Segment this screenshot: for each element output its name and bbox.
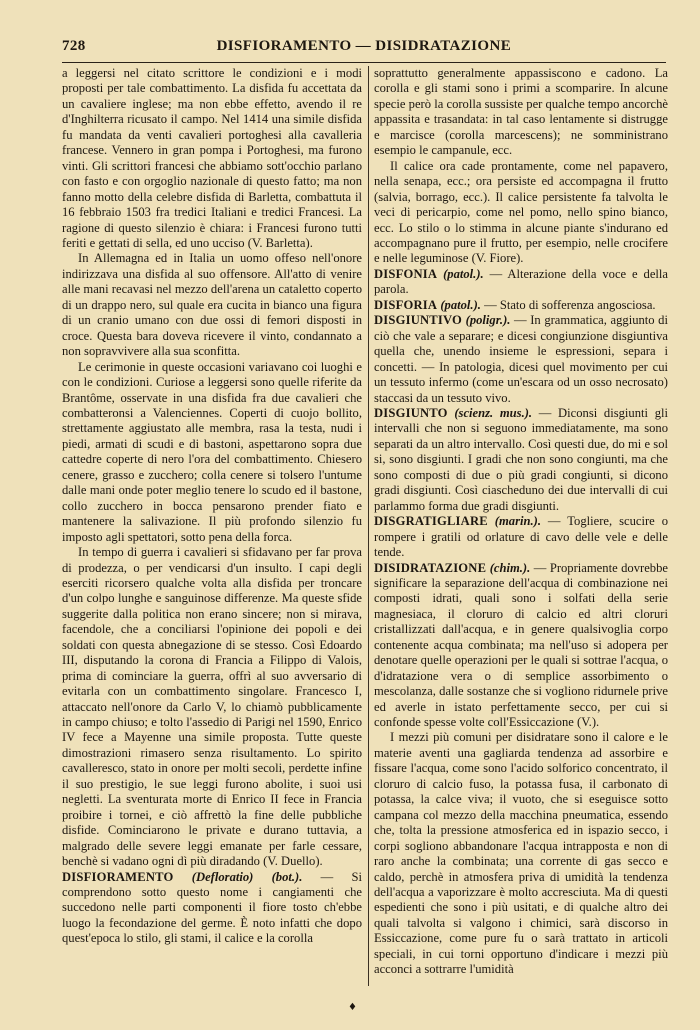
page-number: 728: [62, 38, 86, 54]
entry-headword: DISFONIA: [374, 266, 438, 281]
left-column: [62, 66, 362, 986]
entry-disgiunto: [374, 406, 668, 514]
paragraph: soprattutto generalmente appassiscono e cadono. La corolla e gli stami sono i primi a scomparire. In alcune specie però la corolla sussiste per qualche tempo ancorchè appassita e trasandata: in tal caso lentamente si distrugge e marcisce (corolla marcescens); ne somministrano esempio le campanule, ecc.: [374, 66, 668, 158]
entry-text: — Si comprendono sotto questo nome i cangiamenti che succedono nelle parti componenti il fiore tosto ch'ebbe luogo la fecondazione del germe. È noto infatti che dopo quest'epoca lo stilo, gli stami, il calice e la corolla: [62, 869, 362, 946]
entry-disgiuntivo: [374, 313, 668, 406]
entry-etymology: (marin.).: [494, 514, 541, 529]
paragraph: Il calice ora cade prontamente, come nel papavero, nella senapa, ecc.; ora persiste ed accompagna il frutto (salvia, borrago, ecc.). Il calice persistente fa talvolta le veci di pericarpio, come nel pomo, nello spino bianco, ecc. Lo stilo o lo stimma in alcune piante s'indurano ed accompagnano pure il frutto, per esempio, nelle crocifere e nelle leguminose (V. Fiore).: [374, 158, 668, 266]
entry-text: — Diconsi disgiunti gli intervalli che non si seguono immediatamente, ma sono separati da un altro intervallo. Così questi due, do mi e sol si, sono disgiunti. I gradi che non sono congiunti, ma che sono composti di due o più gradi congiunti, si dicono gradi disgiunti. Così ciascheduno dei due intervalli di cui parlammo forma due gradi disgiunti.: [374, 405, 668, 513]
entry-headword: DISGRATIGLIARE: [374, 514, 488, 529]
entry-etymology: (Defloratio) (bot.).: [191, 869, 303, 884]
entry-text: — Alterazione della voce e della parola.: [374, 266, 668, 297]
paragraph: In tempo di guerra i cavalieri si sfidavano per far prova di prodezza, o per vendicarsi d'un insulto. I capi degli eserciti ricorsero qualche volta alla disfida per troncare d'un colpo lunghe e sanguinose differenze. Ma queste sfide suggerite dalla politica non erano sincere; non si mirava, facendole, che a conciliarsi l'opinione dei popoli e dei soldati con questa abnegazione di se stesso. Così Edoardo III, disputando la corona di Francia a Filippo di Valois, prima di cominciare la guerra, offrì al suo avversario di evitarla con un combattimento singolare. Francesco I, attaccato nell'onore da Carlo V, lo chiamò pubblicamente in campo chiuso; e tolto l'assedio di Parigi nel 1590, Enrico IV fece a Mayenne una simile proposta. Tutte queste dimostrazioni rimasero senza risultamento. Lo spirito cavalleresco, stato in onore per molti secoli, perdette infine il suo prestigio, le sue leggi furono abolite, i suoi usi negletti. La sventurata morte di Enrico II fece in Francia proibire i tornei, e ciò affrettò la fine delle pubbliche disfide. Cominciarono le private e durano tuttavia, a malgrado delle severe leggi emanate per farle cessare, benchè si vadano ogni dì più diradando (V. Duello).: [62, 545, 362, 869]
paragraph: I mezzi più comuni per disidratare sono il calore e le materie aventi una gagliarda tendenza ad assorbire e fissare l'acqua, come sono l'acido solforico concentrato, il cloruro di calcio fuso, la potassa fusa, il carbonato di potassa, la calce viva; il vuoto, che si eseguisce sotto campana col mezzo della macchina pneumatica, essendo che, tolta la pressione atmosferica ed in ispazio secco, i corpi sogliono abbandonare l'acqua intrapposta e non di raro anche la combinata; una corrente di gas secco e caldo, perchè in atmosfera priva di umidità la tendenza dell'acqua a vaporizzare è molto accresciuta. Ma di questi espedienti che sono i più usitati, e di qualche altro dei quali talvolta si valgono i chimici, sarà discorso in Essiccazione, come pure fu o sarà trattato in articoli speciali, in cui torni opportuno d'indicare i mezzi più acconci a sottrarre l'umidità: [374, 730, 668, 977]
running-title: DISFIORAMENTO — DISIDRATAZIONE: [216, 38, 512, 54]
entry-disgratigliare: [374, 514, 668, 560]
entry-etymology: (chim.).: [489, 560, 531, 575]
right-column: [374, 66, 668, 986]
entry-text: — Propriamente dovrebbe significare la separazione dell'acqua di combinazione nei composti idrati, quali sono i solfati della serie magnesiaca, il cloruro di calcio ed altri cloruri cristallizzati dall'acqua, e in genere qualsivoglia corpo contenente acqua combinata; ma nell'uso si adopera per denotare quelle operazioni per le quali si sottrae l'acqua, o d'idratazione vera o di semplice assorbimento o mescolanza, dalle sostanze che si vogliono ridurnele prive ed averle in istato perfettamente secco, per cui si confonde spesse volte coll'Essiccazione (V.).: [374, 560, 668, 730]
column-divider: [368, 66, 369, 986]
paragraph: In Allemagna ed in Italia un uomo offeso nell'onore indirizzava una disfida al suo offensore. All'atto di venire alle mani recavasi nel mezzo dell'arena un cataletto coperto di un drappo nero, sul quale era cucita in bianco una figura di un cranio umano con due ossi di femori disposti in croce. Questa bara doveva ricevere il vinto, condannato a non sopravvivere alla sua sconfitta.: [62, 251, 362, 359]
entry-headword: DISFIORAMENTO: [62, 869, 174, 884]
entry-text: — Stato di sofferenza angosciosa.: [480, 297, 656, 312]
entry-etymology: (poligr.).: [465, 313, 511, 328]
entry-headword: DISFORIA: [374, 297, 438, 312]
footer-ornament: ♦: [348, 1002, 357, 1013]
entry-headword: DISGIUNTIVO: [374, 313, 463, 328]
entry-text: — Togliere, scucire o rompere i gratili od orlature di cavo delle vele e delle tende.: [374, 514, 668, 560]
entry-disfioramento: [62, 870, 362, 947]
entry-disfonia: [374, 267, 668, 298]
paragraph: Le cerimonie in queste occasioni variavano coi luoghi e con le condizioni. Curiose a leggersi sono quelle riferite da Brantôme, osservate in una disfida fra due cavalieri che combatteronsi a Valenciennes. Coperti di cuojo bollito, strettamente aggiustato alle membra, rasa la testa, nudi i piedi, armati di scudi e di bastoni, aspettarono sopra due cattedre coperte di nero l'ora del combattimento. Chiesero cenere, grasso e zucchero; colla cenere si tolsero l'untume dalle mani onde poter meglio tenere lo scudo ed il bastone, collo zucchero in bocca pensarono prender fiato e mantenere la salivazione. Il più profondo silenzio fu imposto agli spettatori, sotto pena della forca.: [62, 359, 362, 544]
entry-disidratazione: [374, 561, 668, 731]
paragraph: a leggersi nel citato scrittore le condizioni e i modi proposti per tale combattimento. La disfida fu accettata da un cavaliere inglese; ma non ebbe effetto, avendo il re d'Inghilterra ricusato il campo. Nel 1414 una simile disfida fu mandata da venti cavalieri portoghesi alla cavalleria francese. Vennero in gran pompa i Portoghesi, ma furono vinti. Gli scrittori francesi che abbiamo sott'occhio parlano con fasto e con orgoglio nazionale di questo fatto; ma non fanno motto della celebre disfida di Barletta, combattuta il 16 febbraio 1503 fra tredici Italiani e tredici Francesi. La ragione di questo silenzio è chiara: i Francesi furono tutti feriti e gettati di sella, ed uno ucciso (V. Barletta).: [62, 66, 362, 250]
entry-etymology: (patol.).: [440, 297, 481, 312]
header-rule: [62, 62, 666, 63]
entry-disforia: [374, 298, 668, 313]
entry-headword: DISGIUNTO: [374, 405, 448, 420]
entry-etymology: (scienz. mus.).: [454, 405, 533, 420]
running-header: [62, 38, 666, 60]
entry-text: — In grammatica, aggiunto di ciò che vale a separare; e dicesi congiunzione disgiuntiva quella che, unendo insieme le espressioni, separa i concetti. — In patologia, dicesi quel movimento per cui un tessuto infermo (come un'escara od un osso necrosato) staccasi da un tessuto vivo.: [374, 313, 668, 405]
entry-etymology: (patol.).: [443, 266, 484, 281]
entry-headword: DISIDRATAZIONE: [374, 560, 487, 575]
